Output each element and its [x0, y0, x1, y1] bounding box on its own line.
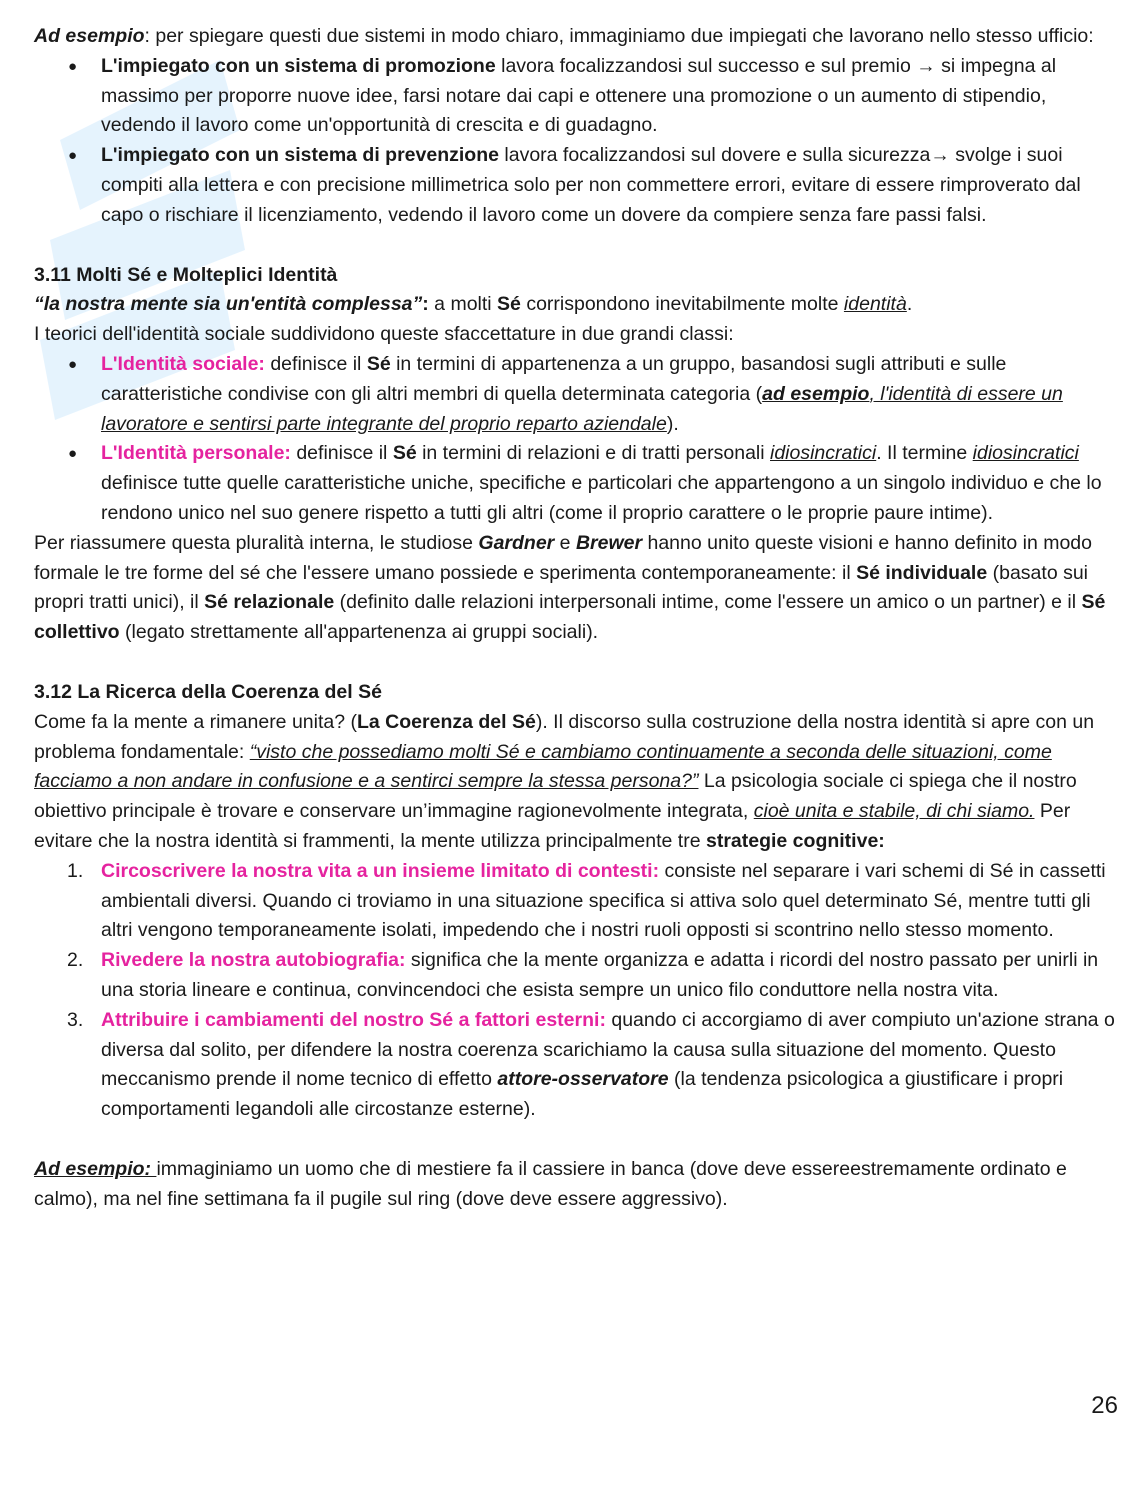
section-3-11-line2: I teorici dell'identità sociale suddividono queste sfaccettature in due grandi classi:	[34, 323, 734, 346]
bullet-icon: ●	[68, 57, 78, 75]
final-example-paragraph: Ad esempio: immaginiamo un uomo che di mestiere fa il cassiere in banca (dove deve essereestremamente ordinato e calmo), ma nel fine settimana fa il pugile sul ring (dove deve essere aggressivo).	[34, 1157, 1067, 1210]
section-heading-3-11: 3.11 Molti Sé e Molteplici Identità	[34, 263, 338, 286]
promotion-prevention-list	[34, 52, 1118, 231]
bullet-icon: ●	[68, 147, 78, 165]
strategies-list	[34, 857, 1118, 1125]
intro-paragraph: Ad esempio: per spiegare questi due sistemi in modo chiaro, immaginiamo due impiegati che lavorano nello stesso ufficio:	[34, 25, 1094, 47]
section-heading-3-12: 3.12 La Ricerca della Coerenza del Sé	[34, 680, 382, 703]
list-item: 2. Rivedere la nostra autobiografia: significa che la mente organizza e adatta i ricordi del nostro passato per unirli in una storia lineare e continua, convincendoci che esista sempre un unico filo conduttore nella nostra vita.	[67, 949, 1099, 1001]
list-item: 3. Attribuire i cambiamenti del nostro Sé a fattori esterni: quando ci accorgiamo di aver compiuto un'azione strana o diversa dal solito, per difendere la nostra coerenza scarichiamo la causa sulla situazione del momento. Questo meccanismo prende il nome tecnico di effetto attore-osservatore (la tendenza psicologica a giustificare i propri comportamenti legandoli alle circostanze esterne).	[67, 1008, 1115, 1121]
section-3-11-summary: Per riassumere questa pluralità interna, le studiose Gardner e Brewer hanno unito queste visioni e hanno definito in modo formale le tre forme del sé che l'essere umano possiede e sperimenta contemporaneamente: il Sé individuale (basato sui propri tratti unici), il Sé relazionale (definito dalle relazioni interpersonali intime, come l'essere un amico o un partner) e il Sé collettivo (legato strettamente all'appartenenza ai gruppi sociali).	[34, 531, 1106, 644]
section-3-11-intro: “la nostra mente sia un'entità complessa”: a molti Sé corrispondono inevitabilmente molte identità.	[34, 293, 913, 316]
list-item: ● L'Identità sociale: definisce il Sé in termini di appartenenza a un gruppo, basandosi sugli attributi e sulle caratteristiche condivise con gli altri membri di quella determinata categoria (ad esempio, l'identità di essere un lavoratore e sentirsi parte integrante del proprio reparto aziendale).	[34, 350, 1118, 439]
list-item: 1. Circoscrivere la nostra vita a un insieme limitato di contesti: consiste nel separare i vari schemi di Sé in cassetti ambientali diversi. Quando ci troviamo in una situazione specifica si attiva solo quel determinato Sé, mentre tutti gli altri vengono temporaneamente isolati, impedendo che i nostri ruoli opposti si scontrino nello stesso momento.	[67, 859, 1106, 942]
page-number: 26	[1091, 1392, 1118, 1419]
bullet-icon: ●	[68, 355, 78, 373]
section-3-12-intro: Come fa la mente a rimanere unita? (La Coerenza del Sé). Il discorso sulla costruzione della nostra identità si apre con un problema fondamentale: “visto che possediamo molti Sé e cambiamo continuamente a seconda delle situazioni, come facciamo a non andare in confusione e a sentirci sempre la stessa persona?” La psicologia sociale ci spiega che il nostro obiettivo principale è trovare e conservare un’immagine ragionevolmente integrata, cioè unita e stabile, di chi siamo. Per evitare che la nostra identità si frammenti, la mente utilizza principalmente tre strategie cognitive:	[34, 710, 1095, 852]
list-item: ● L'impiegato con un sistema di promozione lavora focalizzandosi sul successo e sul premio → si impegna al massimo per proporre nuove idee, farsi notare dai capi e ottenere una promozione o un aumento di stipendio, vedendo il lavoro come un'opportunità di crescita e di guadagno.	[34, 52, 1118, 141]
list-item: ● L'impiegato con un sistema di prevenzione lavora focalizzandosi sul dovere e sulla sicurezza→ svolge i suoi compiti alla lettera e con precisione millimetrica solo per non commettere errori, evitare di essere rimproverato dal capo o rischiare il licenziamento, vedendo il lavoro come un dovere da compiere senza fare passi falsi.	[34, 141, 1118, 230]
bullet-icon: ●	[68, 445, 78, 463]
list-item: ● L'Identità personale: definisce il Sé in termini di relazioni e di tratti personali idiosincratici. Il termine idiosincratici definisce tutte quelle caratteristiche uniche, specifiche e particolari che appartengono a un singolo individuo e che lo rendono unico nel suo genere rispetto a tutti gli altri (come il proprio carattere o le proprie paure intime).	[34, 439, 1118, 528]
identity-list	[34, 350, 1118, 529]
document-page	[34, 22, 1118, 1214]
ad-esempio-label: Ad esempio	[34, 25, 145, 47]
